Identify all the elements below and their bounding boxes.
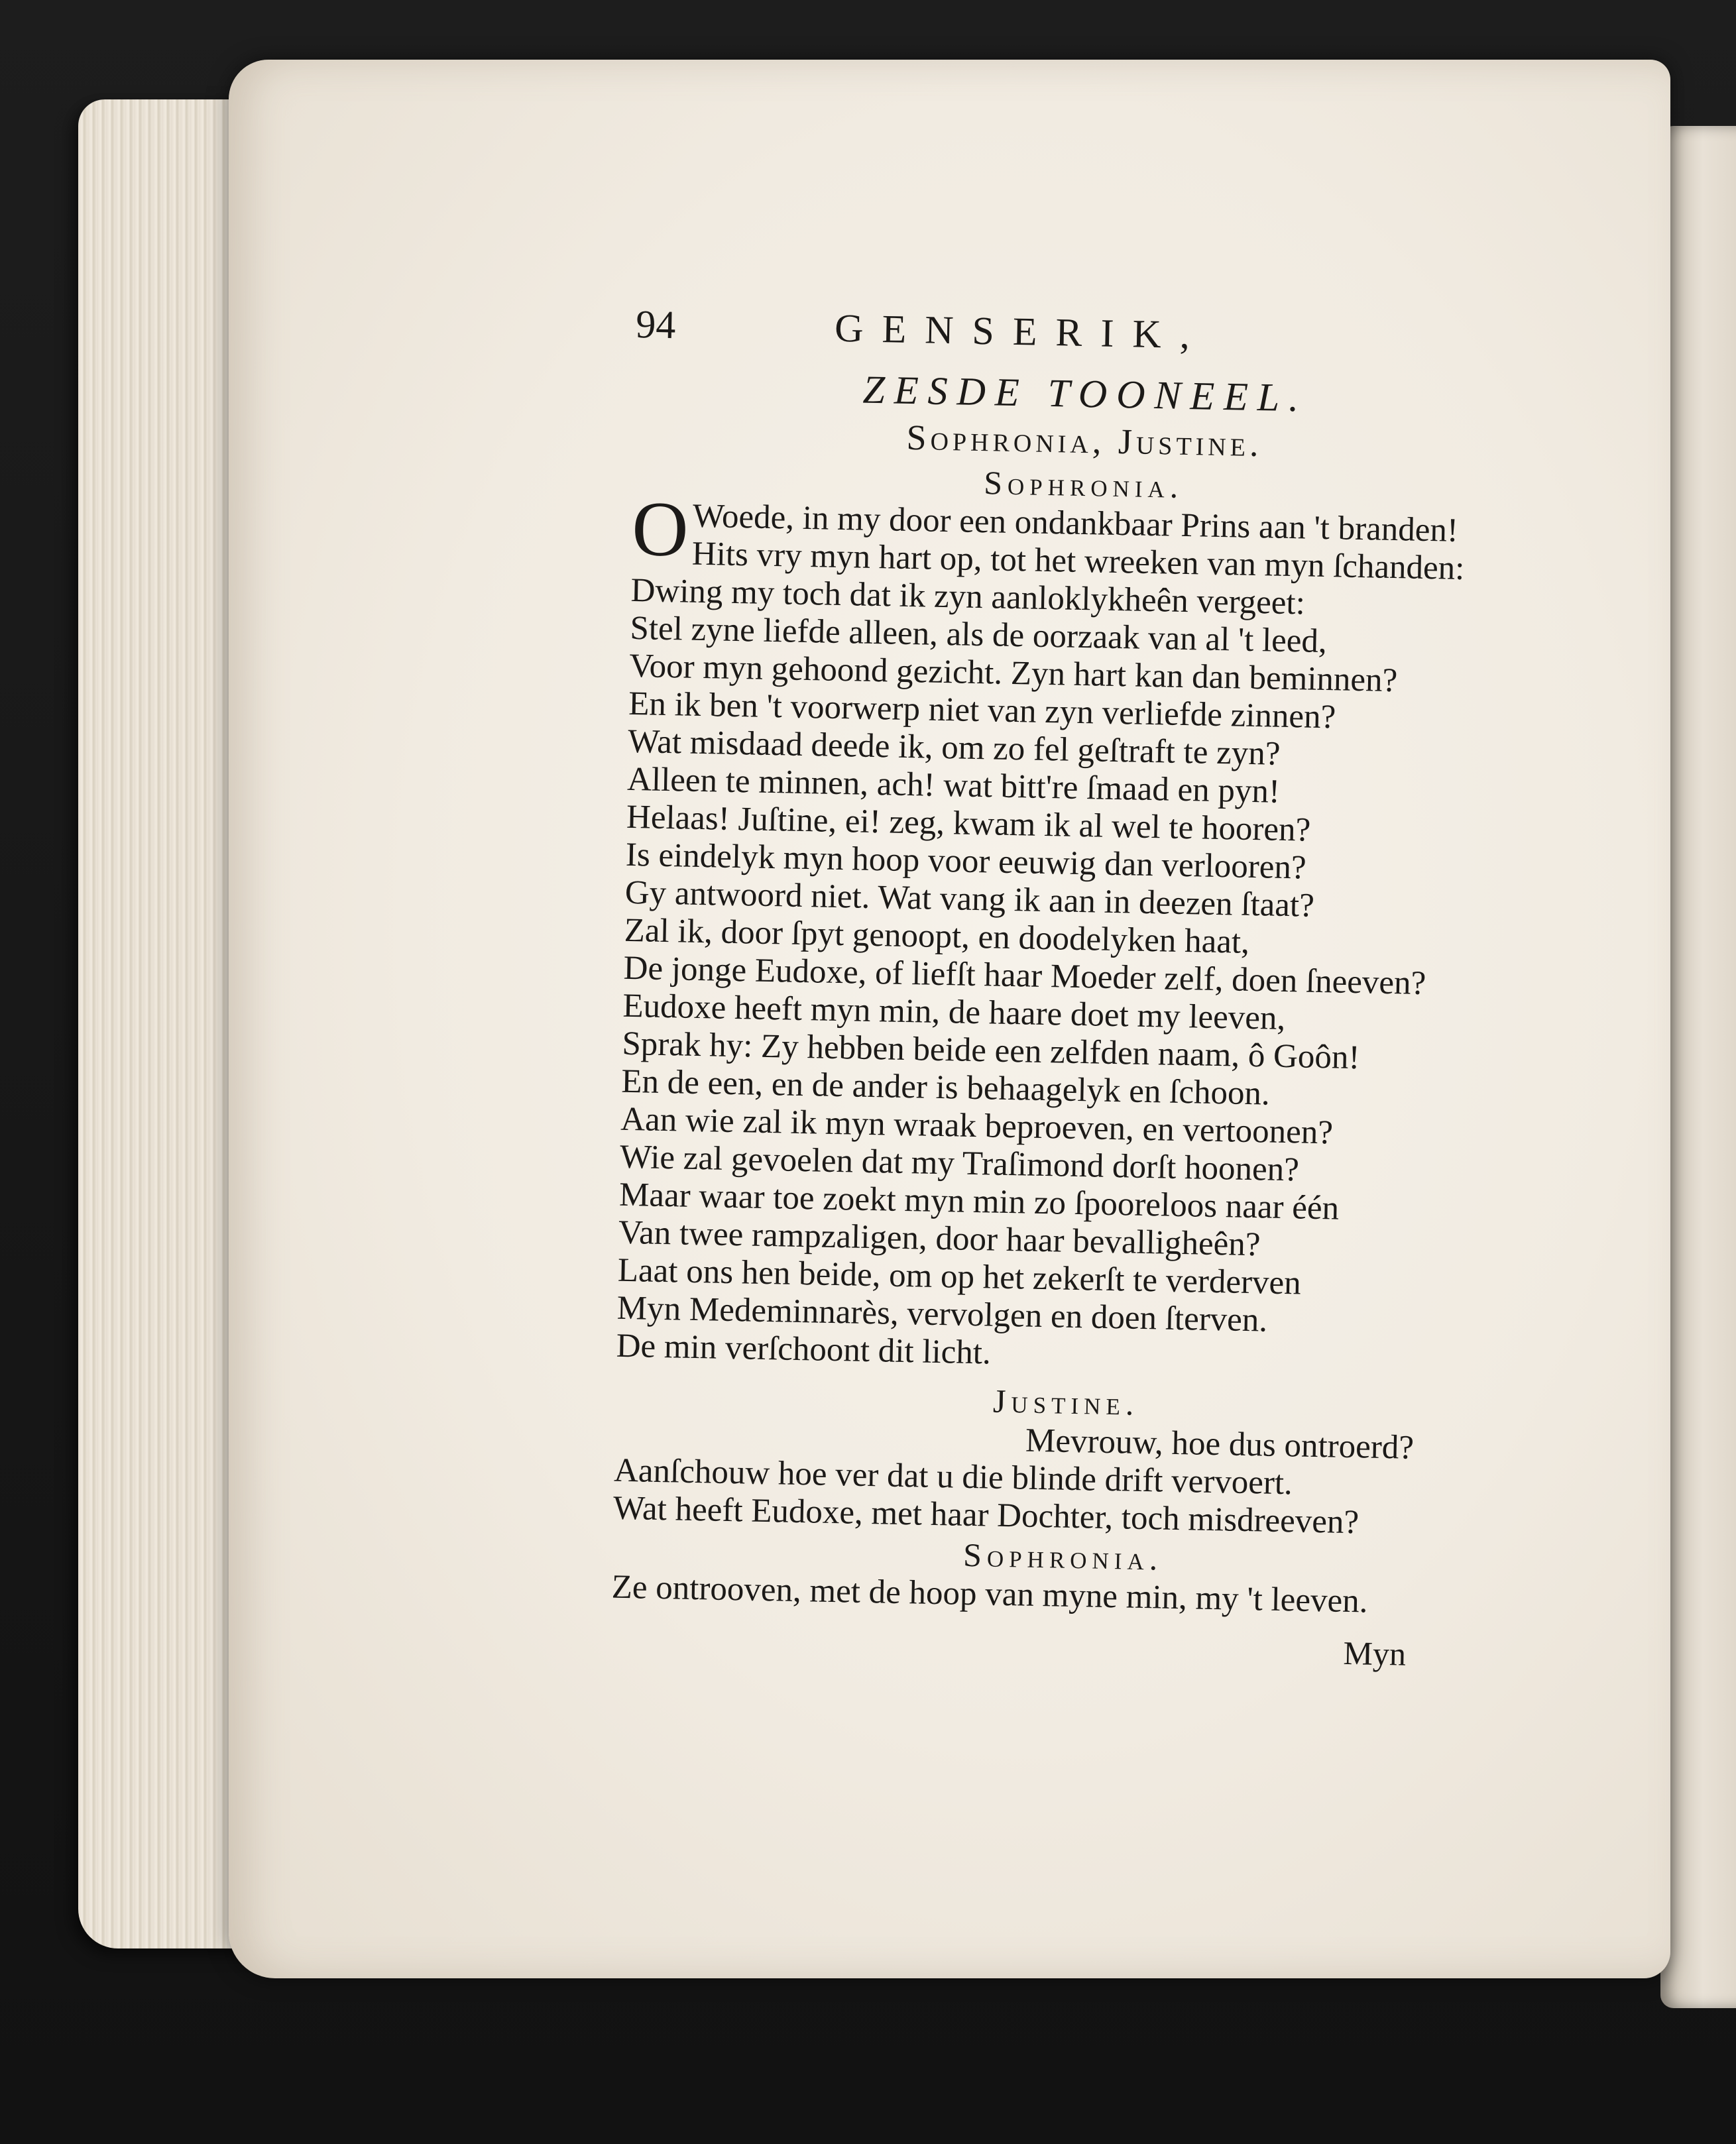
speaker-label: Sophronia. (962, 1536, 1163, 1577)
verse-line: Eudoxe heeft myn min, de haare doet my leeven, (622, 987, 1286, 1037)
verse-line: Mevrouw, hoe dus ontroerd? (1025, 1422, 1415, 1467)
verse-line: Wat heeft Eudoxe, met haar Dochter, toch misdreeven? (612, 1489, 1360, 1542)
verse-line: Van twee rampzaligen, door haar bevalligheên? (618, 1213, 1261, 1264)
drop-cap: O (631, 484, 689, 573)
facing-page-edge (1660, 126, 1736, 2008)
verse-line: Wie zal gevoelen dat my Traſimond dorſt hoonen? (619, 1138, 1300, 1189)
verse-line: Alleen te minnen, ach! wat bitt're ſmaad en pyn! (626, 760, 1281, 811)
characters-line: Sophronia, Justine. (906, 417, 1263, 465)
scene-heading: ZESDE TOONEEL. (862, 367, 1308, 420)
page-text (610, 302, 1538, 1679)
verse-line: En ik ben 't voorwerp niet van zyn verliefde zinnen? (628, 685, 1336, 736)
verse-line: De min verſchoont dit licht. (616, 1327, 992, 1372)
speaker-label: Sophronia. (983, 464, 1184, 505)
verse-line: Wat misdaad deede ik, om zo fel geſtraft te zyn? (627, 722, 1281, 773)
verse-line: Aanſchouw hoe ver dat u die blinde drift vervoert. (613, 1451, 1293, 1502)
page-number: 94 (635, 302, 676, 347)
verse-line: Myn Medeminnarès, vervolgen en doen ſterven. (616, 1289, 1268, 1339)
verse-line: Dwing my toch dat ik zyn aanloklykheên vergeet: (630, 571, 1306, 622)
verse-line: Helaas! Juſtine, ei! zeg, kwam ik al wel te hooren? (626, 798, 1311, 849)
verse-line: Ze ontrooven, met de hoop van myne min, my 't leeven. (611, 1568, 1368, 1620)
verse-line: Voor myn gehoond gezicht. Zyn hart kan dan beminnen? (628, 647, 1398, 700)
verse-line: Zal ik, door ſpyt genoopt, en doodelyken haat, (624, 911, 1250, 961)
verse-line: Is eindelyk myn hoop voor eeuwig dan verlooren? (625, 836, 1307, 887)
verse-line-text: Woede, in my door een ondankbaar Prins aan 't branden! (692, 497, 1459, 549)
verse-line: De jonge Eudoxe, of liefſt haar Moeder zelf, doen ſneeven? (623, 949, 1426, 1003)
verse-line: Stel zyne liefde alleen, als de oorzaak van al 't leed, (629, 609, 1328, 661)
running-title: GENSERIK, (834, 306, 1209, 357)
verse-line: Aan wie zal ik myn wraak beproeven, en vertoonen? (620, 1100, 1334, 1152)
verse-line: Sprak hy: Zy hebben beide een zelfden naam, ô Goôn! (621, 1025, 1360, 1077)
verse-line: En de een, en de ander is behaagelyk en ſchoon. (620, 1062, 1271, 1113)
verse-line: Laat ons hen beide, om op het zekerſt te verderven (617, 1251, 1302, 1302)
verse-line: Hits vry myn hart op, tot het wreeken van myn ſchanden: (691, 535, 1465, 588)
verse-line: Maar waar toe zoekt myn min zo ſpooreloos naar één (618, 1176, 1340, 1227)
speaker-label: Justine. (992, 1382, 1139, 1422)
verse-line: Gy antwoord niet. Wat vang ik aan in deezen ſtaat? (624, 874, 1315, 925)
catchword: Myn (1343, 1634, 1407, 1673)
